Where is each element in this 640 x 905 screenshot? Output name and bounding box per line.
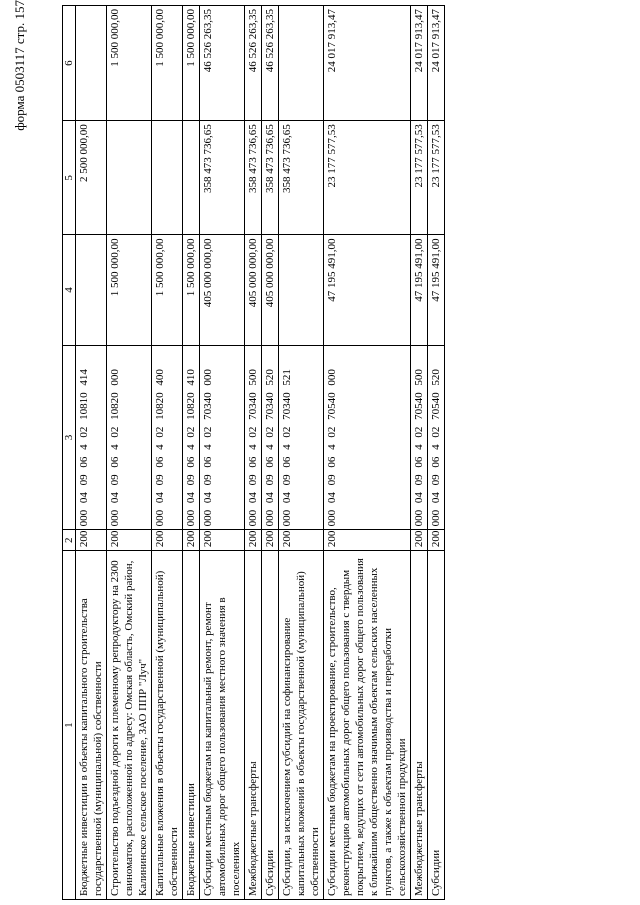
approved-amount: 47 195 491,00 [411,235,428,345]
table-row [107,6,152,900]
executed-amount: 358 473 736,65 [245,121,262,235]
column-number: 2 [63,530,76,551]
table-row [183,6,200,900]
table-row [262,6,279,900]
budget-execution-table [62,5,445,900]
approved-amount [279,235,324,345]
table-row [411,6,428,900]
row-name-cell: Субсидии местным бюджетам на капитальный ремонт, ремонт автомобильных дорог общего пользования местного значения в поселениях [200,551,245,900]
unexecuted-amount: 1 500 000,00 [183,6,200,121]
approved-amount [76,235,107,345]
unexecuted-amount: 46 526 263,35 [245,6,262,121]
row-code-cell: 200 [107,530,152,551]
table-row [279,6,324,900]
budget-classification-code: 000 04 09 06 4 02 10820 400 [152,345,183,530]
executed-amount: 23 177 577,53 [324,121,411,235]
approved-amount: 47 195 491,00 [428,235,445,345]
column-number-row [63,6,76,900]
table-row [200,6,245,900]
unexecuted-amount: 46 526 263,35 [262,6,279,121]
row-code-cell: 200 [324,530,411,551]
column-number: 3 [63,345,76,530]
budget-classification-code: 000 04 09 06 4 02 10820 000 [107,345,152,530]
unexecuted-amount: 1 500 000,00 [107,6,152,121]
row-code-cell: 200 [245,530,262,551]
budget-classification-code: 000 04 09 06 4 02 70540 500 [411,345,428,530]
row-name-cell: Межбюджетные трансферты [245,551,262,900]
row-code-cell: 200 [262,530,279,551]
row-name-cell: Межбюджетные трансферты [411,551,428,900]
unexecuted-amount: 1 500 000,00 [152,6,183,121]
approved-amount: 1 500 000,00 [152,235,183,345]
budget-classification-code: 000 04 09 06 4 02 10810 414 [76,345,107,530]
unexecuted-amount: 24 017 913,47 [411,6,428,121]
column-number: 5 [63,121,76,235]
form-label: форма 0503117 стр. 157 [12,0,27,131]
column-number: 6 [63,6,76,121]
executed-amount: 23 177 577,53 [428,121,445,235]
row-name-cell: Субсидии местным бюджетам на проектирование, строительство, реконструкцию автомобильных дорог общего пользования с твердым покрытием, ведущих от сети автомобильных дорог общего пользования к ближайшим общественно значимым объектам сельских населенных пунктов, а также к объектам производства и переработки сельскохозяйственной продукции [324,551,411,900]
unexecuted-amount: 24 017 913,47 [324,6,411,121]
row-code-cell: 200 [411,530,428,551]
row-code-cell: 200 [279,530,324,551]
budget-classification-code: 000 04 09 06 4 02 70340 000 [200,345,245,530]
table-row [428,6,445,900]
table-row [324,6,411,900]
row-name-cell: Субсидии [428,551,445,900]
approved-amount: 405 000 000,00 [262,235,279,345]
approved-amount: 405 000 000,00 [200,235,245,345]
unexecuted-amount [279,6,324,121]
budget-classification-code: 000 04 09 06 4 02 10820 410 [183,345,200,530]
table-row [76,6,107,900]
row-name-cell: Бюджетные инвестиции [183,551,200,900]
unexecuted-amount: 24 017 913,47 [428,6,445,121]
row-code-cell: 200 [428,530,445,551]
executed-amount: 358 473 736,65 [279,121,324,235]
budget-classification-code: 000 04 09 06 4 02 70340 521 [279,345,324,530]
row-code-cell: 200 [152,530,183,551]
unexecuted-amount: 46 526 263,35 [200,6,245,121]
table-row [152,6,183,900]
budget-classification-code: 000 04 09 06 4 02 70340 500 [245,345,262,530]
executed-amount [107,121,152,235]
executed-amount: 358 473 736,65 [200,121,245,235]
row-code-cell: 200 [76,530,107,551]
unexecuted-amount [76,6,107,121]
row-code-cell: 200 [183,530,200,551]
column-number: 4 [63,235,76,345]
executed-amount [183,121,200,235]
row-name-cell: Строительство подъездной дороги к племенному репродуктору на 2300 свиноматок, расположенной по адресу: Омская область, Омский район, Калининское сельское поселение, ЗАО ППР "Луч" [107,551,152,900]
executed-amount: 358 473 736,65 [262,121,279,235]
budget-classification-code: 000 04 09 06 4 02 70340 520 [262,345,279,530]
row-name-cell: Субсидии, за исключением субсидий на софинансирование капитальных вложений в объекты государственной (муниципальной) собственности [279,551,324,900]
row-name-cell: Бюджетные инвестиции в объекты капитального строительства государственной (муниципальной) собственности [76,551,107,900]
row-name-cell: Капитальные вложения в объекты государственной (муниципальной) собственности [152,551,183,900]
approved-amount: 1 500 000,00 [183,235,200,345]
row-code-cell: 200 [200,530,245,551]
approved-amount: 1 500 000,00 [107,235,152,345]
approved-amount: 47 195 491,00 [324,235,411,345]
table-row [245,6,262,900]
column-number: 1 [63,551,76,900]
approved-amount: 405 000 000,00 [245,235,262,345]
budget-classification-code: 000 04 09 06 4 02 70540 520 [428,345,445,530]
executed-amount [152,121,183,235]
row-name-cell: Субсидии [262,551,279,900]
executed-amount: 23 177 577,53 [411,121,428,235]
executed-amount: 2 500 000,00 [76,121,107,235]
budget-classification-code: 000 04 09 06 4 02 70540 000 [324,345,411,530]
